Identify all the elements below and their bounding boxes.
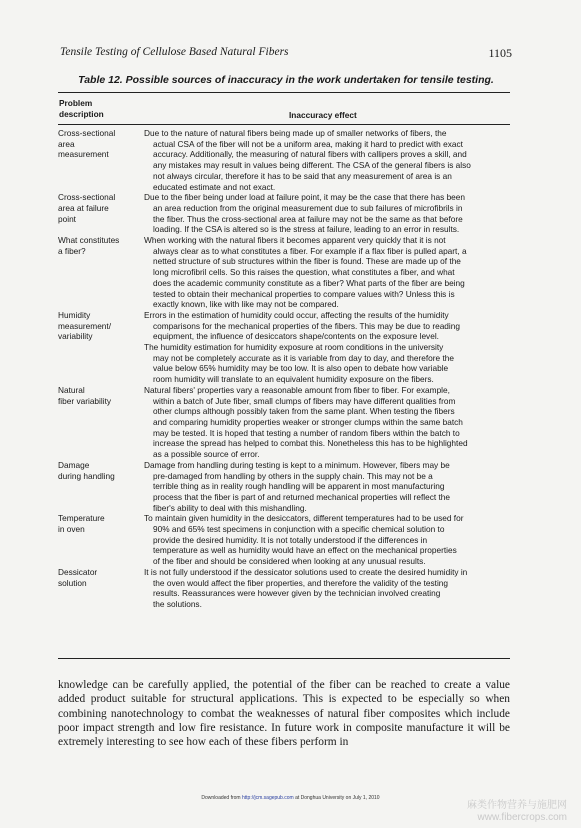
effect-line: When working with the natural fibers it becomes apparent very quickly that it is not [144, 235, 446, 246]
footer-suffix: at Donghua University on July 1, 2010 [295, 795, 380, 801]
problem-description-cell [58, 460, 144, 514]
effect-line: Errors in the estimation of humidity could occur, affecting the results of the humidity [144, 309, 449, 320]
effect-line: netted structure of sub structures within the fiber is found. These are made up of the [153, 256, 461, 267]
effect-line: does the academic community constitute as a fiber? What parts of the fiber are being [153, 277, 465, 288]
problem-description-line: variability [58, 331, 93, 342]
effect-line: To maintain given humidity in the desiccators, different temperatures had to be used for [144, 513, 464, 524]
effect-line: actual CSA of the fiber will not be a uniform area, making it hard to predict with exact [153, 138, 463, 149]
table-row [58, 513, 512, 567]
table-row [58, 128, 512, 192]
effect-paragraph [144, 192, 512, 235]
table-row [58, 192, 512, 235]
effect-line: pre-damaged from handling by others in the supply chain. This may not be a [153, 470, 433, 481]
effect-paragraph [144, 235, 512, 310]
effect-paragraph [144, 128, 512, 192]
inaccuracy-effect-cell [144, 235, 512, 310]
problem-description-line: Humidity [58, 309, 91, 320]
problem-description-line: solution [58, 577, 87, 588]
problem-description-line: Natural [58, 384, 85, 395]
problem-description-line: Cross-sectional [58, 192, 116, 203]
effect-paragraph [144, 513, 512, 567]
effect-line: any mistakes may result in values being different. The CSA of the general fibers is also [153, 160, 471, 171]
problem-description-line: during handling [58, 470, 115, 481]
problem-description-line: point [58, 213, 76, 224]
inaccuracy-effect-cell [144, 128, 512, 192]
watermark [467, 800, 567, 824]
effect-line: provide the desired humidity. It is not totally understood if the differences in [153, 534, 428, 545]
effect-line: tested to obtain their mechanical properties to compare values with? Unless this is [153, 288, 455, 299]
footer-prefix: Downloaded from [201, 795, 241, 801]
problem-description-line: area [58, 138, 75, 149]
problem-description-line: Cross-sectional [58, 128, 116, 138]
effect-paragraph [144, 567, 512, 610]
effect-line: fiber's ability to deal with this mishandling. [153, 502, 307, 513]
problem-description-cell [58, 128, 144, 192]
effect-line: the solutions. [153, 598, 202, 609]
inaccuracy-effect-cell [144, 385, 512, 460]
problem-description-cell [58, 513, 144, 567]
problem-description-line: measurement [58, 149, 109, 160]
effect-line: long microfibril cells. So this raises the question, what constitutes a fiber, and what [153, 267, 455, 278]
problem-description-cell [58, 192, 144, 235]
effect-line: It is not fully understood if the dessicator solutions used to create the desired humidity in [144, 566, 468, 577]
inaccuracy-effect-cell [144, 513, 512, 567]
effect-paragraph [144, 460, 512, 514]
effect-line: increase the spread has helped to combat this. Nonetheless this has to be highlighted [153, 438, 468, 449]
effect-paragraph [144, 342, 512, 385]
effect-line: the oven would affect the fiber properties, and therefore the validity of the testing [153, 577, 449, 588]
effect-line: an area reduction from the original measurement due to sub failures of microfibrils in [153, 202, 463, 213]
effect-line: of the fiber and should be considered when looking at any unusual results. [153, 556, 426, 567]
effect-line: temperature as well as humidity would have an effect on the mechanical properties [153, 545, 457, 556]
effect-line: comparisons for the mechanical properties of the fibers. This may be due to reading [153, 320, 460, 331]
column-header-problem-line1: Problem [59, 98, 93, 108]
problem-description-line: area at failure [58, 202, 109, 213]
effect-line: value below 65% humidity may be too low. It is also open to debate how variable [153, 363, 449, 374]
effect-line: as a possible source of error. [153, 449, 260, 460]
effect-paragraph [144, 385, 512, 460]
problem-description-line: Dessicator [58, 566, 98, 577]
watermark-line1: 麻类作物营养与施肥网 [467, 800, 567, 811]
problem-description-line: Damage [58, 459, 90, 470]
problem-description-line: What constitutes [58, 235, 120, 246]
effect-line: terrible thing as in reality rough handling will be apparent in most manufacturing [153, 481, 445, 492]
table-body [58, 128, 512, 610]
page-number: 1105 [488, 46, 512, 60]
effect-line: exactly known, like with like may not be compared. [153, 299, 339, 310]
problem-description-line: fiber variability [58, 395, 112, 406]
column-header-problem-line2: description [59, 109, 104, 119]
effect-line: room humidity will translate to an equivalent humidity exposure on the fibers. [153, 374, 434, 385]
problem-description-line: a fiber? [58, 245, 86, 256]
problem-description-cell [58, 385, 144, 460]
effect-line: Natural fibers' properties vary a reasonable amount from fiber to fiber. For example, [144, 384, 450, 395]
problem-description-line: in oven [58, 524, 85, 535]
column-header-problem [59, 98, 104, 120]
problem-description-line: Temperature [58, 513, 105, 524]
table-row [58, 385, 512, 460]
effect-line: equipment, the influence of desiccators shape/contents on the exposure level. [153, 331, 439, 342]
table-row [58, 567, 512, 610]
inaccuracy-effect-cell [144, 460, 512, 514]
table-bottom-rule [58, 658, 510, 659]
effect-line: Due to the fiber being under load at failure point, it may be the case that there has been [144, 192, 466, 203]
running-title: Tensile Testing of Cellulose Based Natural Fibers [60, 46, 289, 58]
effect-line: educated estimate and not exact. [153, 181, 276, 192]
table-row [58, 235, 512, 310]
problem-description-cell [58, 310, 144, 385]
watermark-line2: www.fibercrops.com [477, 812, 567, 823]
inaccuracy-effect-cell [144, 310, 512, 385]
effect-line: may not be completely accurate as it is variable from day to day, and therefore the [153, 352, 454, 363]
problem-description-cell [58, 235, 144, 310]
inaccuracy-effect-cell [144, 567, 512, 610]
table-header-rule [58, 124, 510, 125]
body-paragraph: knowledge can be carefully applied, the potential of the fiber can be reached to create a value added product suitable for structural applications. This is expected to be especially so when combining nanotechnology to combat the weaknesses of natural fiber composites which include poor impact strength and low fire resistance. In future work in composite manufacture it will be extremely interesting to see how each of these fibers perform in [58, 679, 510, 749]
effect-line: within a batch of Jute fiber, small clumps of fibers may have different qualities from [153, 395, 456, 406]
table-caption: Table 12. Possible sources of inaccuracy in the work undertaken for tensile testing. [78, 74, 494, 86]
effect-line: always clear as to what constitutes a fiber. For example if a flax fiber is pulled apart, a [153, 245, 467, 256]
effect-line: loading. If the CSA is altered so is the stress at failure, leading to an error in results. [153, 224, 460, 235]
effect-line: accuracy. Additionally, the measuring of natural fibers with callipers proves a skill, and [153, 149, 467, 160]
effect-line: Damage from handling during testing is kept to a minimum. However, fibers may be [144, 459, 450, 470]
effect-line: other clumps although possibly taken from the same plant. When testing the fibers [153, 406, 455, 417]
problem-description-cell [58, 567, 144, 610]
effect-line: 90% and 65% test specimens in conjunction with a specific chemical solution to [153, 524, 445, 535]
effect-line: process that the fiber is part of and returned mechanical properties will reflect the [153, 491, 450, 502]
table-top-rule [58, 92, 510, 93]
effect-line: may be tested. It is hoped that testing a number of random fibers within the batch to [153, 427, 460, 438]
footer-link[interactable]: http://jcm.sagepub.com [241, 795, 294, 801]
table-row [58, 460, 512, 514]
table-row [58, 310, 512, 385]
effect-paragraph [144, 310, 512, 342]
inaccuracy-effect-cell [144, 192, 512, 235]
effect-line: and comparing humidity properties weaker or stronger clumps within the same batch [153, 416, 463, 427]
effect-line: not always circular, therefore it has to be said that any measurement of area is an [153, 170, 452, 181]
effect-line: the fiber. Thus the cross-sectional area at failure may not be the same as that before [153, 213, 463, 224]
effect-line: results. Reassurances were however given by the technician involved creating [153, 588, 441, 599]
problem-description-line: measurement/ [58, 320, 112, 331]
column-header-effect: Inaccuracy effect [289, 110, 357, 120]
effect-line: The humidity estimation for humidity exposure at room conditions in the university [144, 342, 444, 353]
effect-line: Due to the nature of natural fibers being made up of smaller networks of fibers, the [144, 128, 447, 138]
